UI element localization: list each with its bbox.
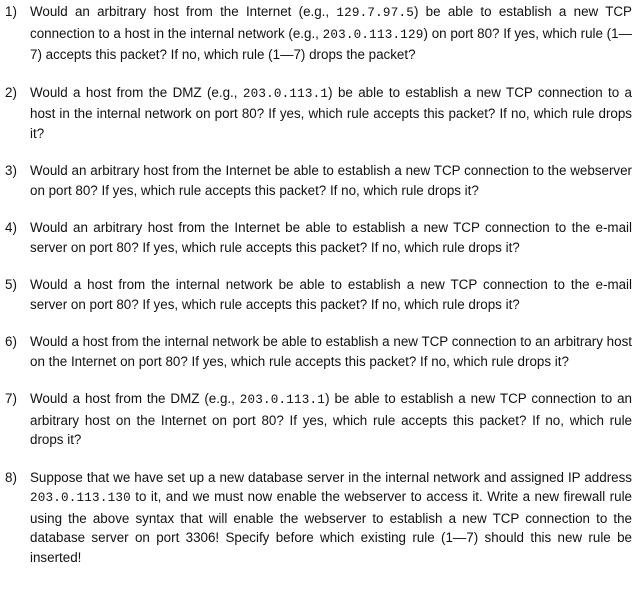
- question-item-1: [0, 2, 636, 65]
- question-number: 4): [5, 220, 17, 235]
- question-number: 3): [5, 163, 17, 178]
- question-item-3: [0, 161, 636, 200]
- ip-address: 203.0.113.129: [322, 27, 424, 42]
- text-segment: Would a host from the DMZ (e.g.,: [30, 391, 240, 406]
- text-segment: ) be able to establish a new TCP connection to a host in the internal network (e.g.,: [30, 4, 632, 41]
- ip-address: 203.0.113.130: [30, 491, 131, 505]
- text-segment: ) be able to establish a new TCP connection to a host in the internal network on port 80? If yes, which rule accepts this packet? If no, which rule drops it?: [30, 84, 632, 141]
- question-list: [0, 2, 636, 585]
- question-text: [30, 389, 632, 450]
- question-text: [30, 161, 632, 200]
- ip-address: 203.0.113.1: [239, 393, 326, 407]
- text-segment: Suppose that we have set up a new database server in the internal network and assigned IP address: [30, 469, 632, 485]
- question-text: [30, 468, 632, 568]
- question-text: [30, 83, 632, 144]
- ip-address: 129.7.97.5: [336, 6, 414, 20]
- text-segment: ) on port 80? If yes, which rule (1—7) accepts this packet? If no, which rule (1—7) drops the packet?: [30, 25, 632, 62]
- question-text: [30, 332, 632, 371]
- question-number: 7): [5, 391, 17, 406]
- question-item-6: [0, 332, 636, 371]
- question-item-4: [0, 218, 636, 257]
- text-segment: Would an arbitrary host from the Internet (e.g.,: [30, 4, 337, 19]
- text-segment: Would an arbitrary host from the Internet be able to establish a new TCP connection to the e-mail server on port 80? If yes, which rule accepts this packet? If no, which rule drops it?: [30, 220, 632, 255]
- question-number: 2): [5, 84, 17, 100]
- text-segment: Would a host from the DMZ (e.g.,: [30, 84, 243, 100]
- question-item-7: [0, 389, 636, 450]
- question-item-2: [0, 83, 636, 144]
- question-text: [30, 2, 632, 65]
- text-segment: ) be able to establish a new TCP connection to an arbitrary host on the Internet on port 80? If yes, which rule accepts this packet? If no, which rule drops it?: [30, 391, 632, 447]
- question-number: 1): [5, 4, 17, 19]
- ip-address: 203.0.113.1: [242, 86, 329, 101]
- question-number: 6): [5, 334, 17, 349]
- text-segment: Would a host from the internal network be able to establish a new TCP connection to the e-mail server on port 80? If yes, which rule accepts this packet? If no, which rule drops it?: [30, 277, 632, 312]
- question-item-5: [0, 275, 636, 314]
- text-segment: Would a host from the internal network be able to establish a new TCP connection to an arbitrary host on the Internet on port 80? If yes, which rule accepts this packet? If no, which rule drops it?: [30, 334, 632, 369]
- question-text: [30, 218, 632, 257]
- question-item-8: [0, 468, 636, 568]
- text-segment: Would an arbitrary host from the Internet be able to establish a new TCP connection to the webserver on port 80? If yes, which rule accepts this packet? If no, which rule drops it?: [30, 163, 632, 198]
- text-segment: to it, and we must now enable the webserver to access it. Write a new firewall rule using the above syntax that will enable the webserver to establish a new TCP connection to the database server on port 3306! Specify before which existing rule (1—7) should this new rule be inserted!: [30, 489, 632, 565]
- question-number: 5): [5, 277, 17, 292]
- question-text: [30, 275, 632, 314]
- question-number: 8): [5, 469, 17, 485]
